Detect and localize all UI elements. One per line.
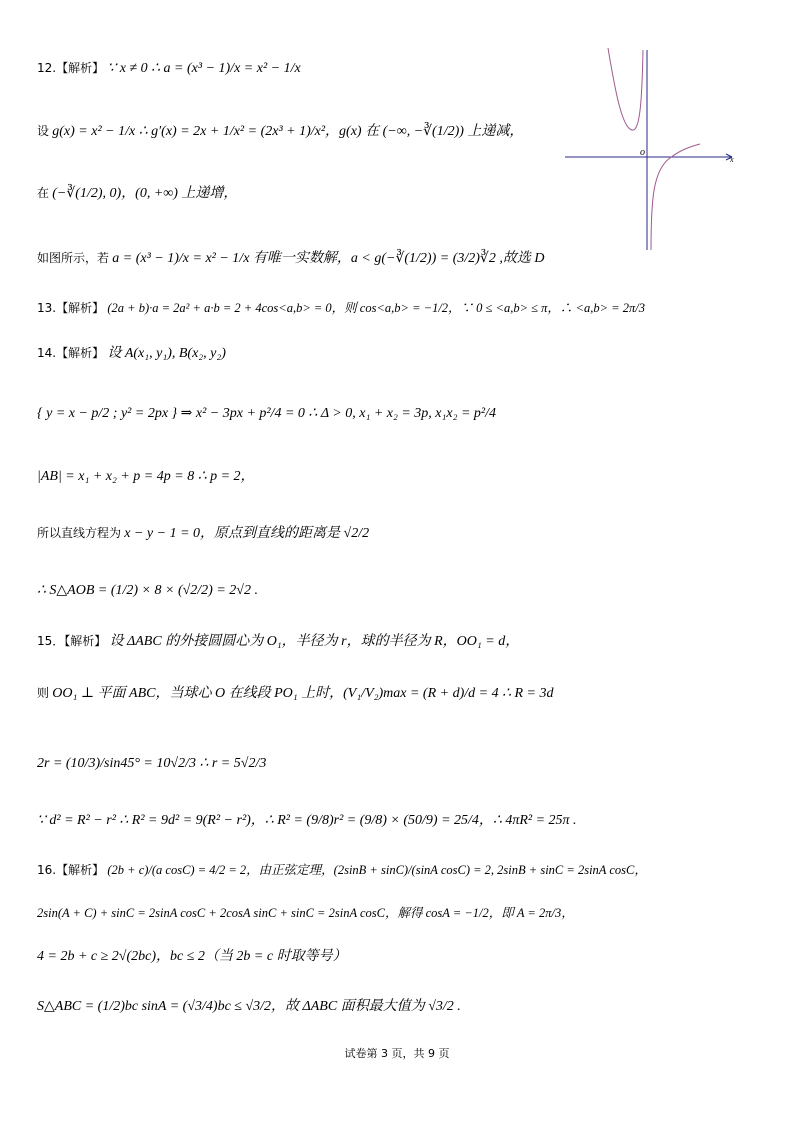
formula: ∴ S△AOB = (1/2) × 8 × (√2/2) = 2√2 . bbox=[37, 583, 258, 598]
formula: (2a + b)·a = 2a² + a·b = 2 + 4cos<a,b> = 0，则 cos<a,b> = −1/2，∵ 0 ≤ <a,b> ≤ π，∴ <a,b> = 2π/3 bbox=[107, 301, 645, 315]
formula: a = (x³ − 1)/x = x² − 1/x 有唯一实数解，a < g(−∛(1/2)) = (3/2)∛2 ,故选 D bbox=[112, 251, 545, 266]
solution-12-line-3 bbox=[37, 185, 237, 203]
solution-14-line-3 bbox=[37, 468, 255, 486]
formula: OO₁ ⊥ 平面 ABC，当球心 O 在线段 PO₁ 上时，(V₁/V₂)max = (R + d)/d = 4 ∴ R = 3d bbox=[52, 686, 554, 701]
solution-14-line-2 bbox=[37, 405, 496, 423]
curve-left-branch bbox=[608, 48, 643, 130]
solution-16-line-2 bbox=[37, 905, 574, 921]
text-prefix: 如图所示，若 bbox=[37, 251, 110, 265]
solution-15-line-2 bbox=[37, 685, 554, 703]
problem-label: 15．【解析】 bbox=[37, 634, 107, 648]
curve-right-branch bbox=[651, 144, 700, 250]
text-prefix: 则 bbox=[37, 686, 50, 700]
page-footer: 试卷第 3 页，共 9 页 bbox=[344, 1047, 450, 1060]
formula: 设 A(x₁, y₁), B(x₂, y₂) bbox=[107, 346, 226, 361]
solution-12-line-4 bbox=[37, 250, 544, 268]
origin-label: o bbox=[640, 147, 645, 158]
solution-12-line-1 bbox=[37, 60, 301, 78]
problem-label: 12.【解析】 bbox=[37, 61, 105, 75]
solution-12-line-2 bbox=[37, 123, 523, 141]
formula: g(x) = x² − 1/x ∴ g′(x) = 2x + 1/x² = (2x³ + 1)/x²，g(x) 在 (−∞, −∛(1/2)) 上递减， bbox=[52, 124, 524, 139]
formula: (−∛(1/2), 0)，(0, +∞) 上递增， bbox=[52, 186, 238, 201]
solution-13 bbox=[37, 300, 645, 316]
formula: ∵ d² = R² − r² ∴ R² = 9d² = 9(R² − r²)，∴ R² = (9/8)r² = (9/8) × (50/9) = 25/4，∴ 4πR² = 25π . bbox=[37, 813, 577, 828]
solution-16-line-3 bbox=[37, 948, 347, 966]
problem-label: 16.【解析】 bbox=[37, 863, 105, 877]
text-prefix: 在 bbox=[37, 186, 50, 200]
formula: x − y − 1 = 0，原点到直线的距离是 √2/2 bbox=[124, 526, 370, 541]
problem-label: 14.【解析】 bbox=[37, 346, 105, 360]
solution-15-line-3 bbox=[37, 755, 266, 773]
solution-14-line-5 bbox=[37, 582, 258, 600]
problem-label: 13.【解析】 bbox=[37, 301, 105, 315]
formula: 2r = (10/3)/sin45° = 10√2/3 ∴ r = 5√2/3 bbox=[37, 756, 267, 771]
text-prefix: 设 bbox=[37, 124, 50, 138]
function-graph bbox=[560, 40, 740, 260]
solution-14-line-4 bbox=[37, 525, 369, 543]
formula: |AB| = x₁ + x₂ + p = 4p = 8 ∴ p = 2， bbox=[37, 469, 255, 484]
x-axis-label: x bbox=[730, 155, 734, 164]
formula: { y = x − p/2 ; y² = 2px } ⇒ x² − 3px + p²/4 = 0 ∴ Δ > 0, x₁ + x₂ = 3p, x₁x₂ = p²/4 bbox=[37, 406, 496, 421]
text-prefix: 所以直线方程为 bbox=[37, 526, 122, 540]
formula: 设 ΔABC 的外接圆圆心为 O₁，半径为 r，球的半径为 R，OO₁ = d， bbox=[109, 634, 520, 649]
solution-16-line-1 bbox=[37, 862, 647, 878]
formula: 2sin(A + C) + sinC = 2sinA cosC + 2cosA sinC + sinC = 2sinA cosC，解得 cosA = −1/2，即 A = 2π/3， bbox=[37, 906, 574, 920]
solution-14-line-1 bbox=[37, 345, 226, 363]
solution-15-line-4 bbox=[37, 812, 577, 830]
formula: S△ABC = (1/2)bc sinA = (√3/4)bc ≤ √3/2，故 ΔABC 面积最大值为 √3/2 . bbox=[37, 999, 461, 1014]
formula: 4 = 2b + c ≥ 2√(2bc)，bc ≤ 2（当 2b = c 时取等号） bbox=[37, 949, 347, 964]
solution-15-line-1 bbox=[37, 633, 519, 651]
solution-16-line-4 bbox=[37, 998, 461, 1016]
formula: ∵ x ≠ 0 ∴ a = (x³ − 1)/x = x² − 1/x bbox=[107, 61, 301, 76]
formula: (2b + c)/(a cosC) = 4/2 = 2，由正弦定理，(2sinB + sinC)/(sinA cosC) = 2, 2sinB + sinC = 2sinA cosC， bbox=[107, 863, 647, 877]
